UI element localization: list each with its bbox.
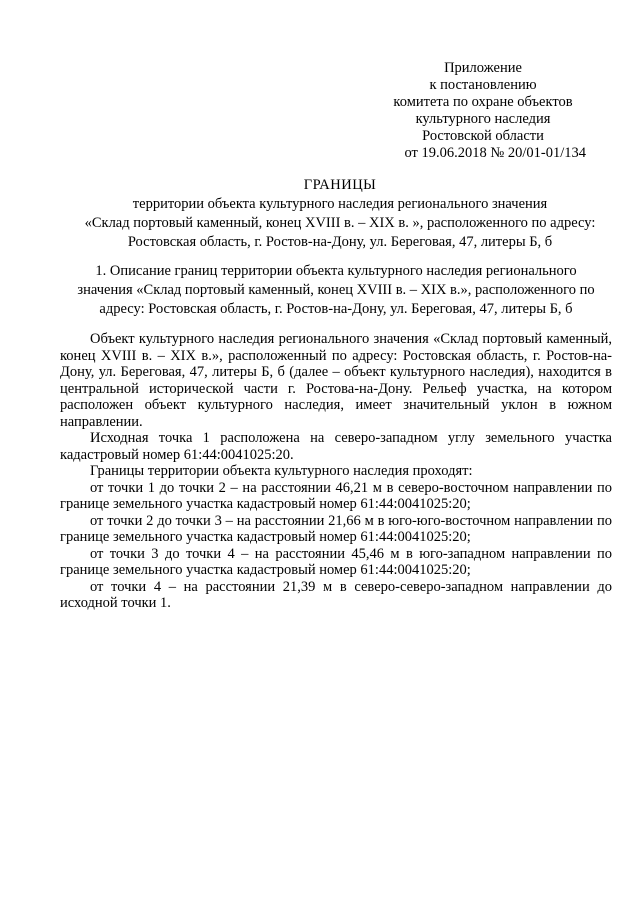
body-paragraph: Исходная точка 1 расположена на северо-западном углу земельного участка кадастровый номер 61:44:0041025:20. — [60, 430, 612, 463]
title-line: Ростовская область, г. Ростов-на-Дону, ул. Береговая, 47, литеры Б, б — [127, 234, 553, 250]
appendix-line: Приложение — [444, 60, 522, 76]
body-paragraph: Границы территории объекта культурного наследия проходят: — [90, 463, 473, 479]
title-line: «Склад портовый каменный, конец XVIII в. – XIX в. », расположенного по адресу: — [84, 215, 596, 231]
appendix-date-line: от 19.06.2018 № 20/01-01/134 — [404, 145, 586, 161]
section-heading — [60, 262, 612, 319]
section-line: значения «Склад портовый каменный, конец XVIII в. – XIX в.», расположенного по — [77, 282, 595, 298]
appendix-line: культурного наследия — [415, 111, 551, 127]
body-paragraph: Объект культурного наследия регионального значения «Склад портовый каменный, конец XVIII в. – XIX в.», расположенный по адресу: Ростовская область, г. Ростов-на-Дону, ул. Береговая, 47, литеры Б, б (далее – объект культурного наследия), находится в центральной исторической части г. Ростова-на-Дону. Рельеф участка, на котором расположен объект культурного наследия, имеет значительный уклон в южном направлении. — [60, 331, 612, 430]
body-text — [60, 331, 612, 612]
appendix-line: к постановлению — [429, 77, 537, 93]
body-paragraph: от точки 2 до точки 3 – на расстоянии 21,66 м в юго-юго-восточном направлении по границе земельного участка кадастровый номер 61:44:0041025:20; — [60, 512, 612, 545]
section-line: 1. Описание границ территории объекта культурного наследия регионального — [95, 263, 577, 279]
document-title — [40, 176, 640, 252]
appendix-block — [380, 60, 586, 162]
section-line: адресу: Ростовская область, г. Ростов-на-Дону, ул. Береговая, 47, литеры Б, б — [99, 301, 573, 317]
appendix-line: Ростовской области — [422, 128, 544, 144]
body-paragraph: от точки 1 до точки 2 – на расстоянии 46,21 м в северо-восточном направлении по границе земельного участка кадастровый номер 61:44:0041025:20; — [60, 479, 612, 512]
body-paragraph: от точки 4 – на расстоянии 21,39 м в северо-северо-западном направлении до исходной точки 1. — [60, 578, 612, 611]
title-heading: ГРАНИЦЫ — [303, 177, 377, 193]
body-paragraph: от точки 3 до точки 4 – на расстоянии 45,46 м в юго-западном направлении по границе земельного участка кадастровый номер 61:44:0041025:20; — [60, 545, 612, 578]
title-line: территории объекта культурного наследия регионального значения — [132, 196, 548, 212]
appendix-line: комитета по охране объектов — [393, 94, 573, 110]
